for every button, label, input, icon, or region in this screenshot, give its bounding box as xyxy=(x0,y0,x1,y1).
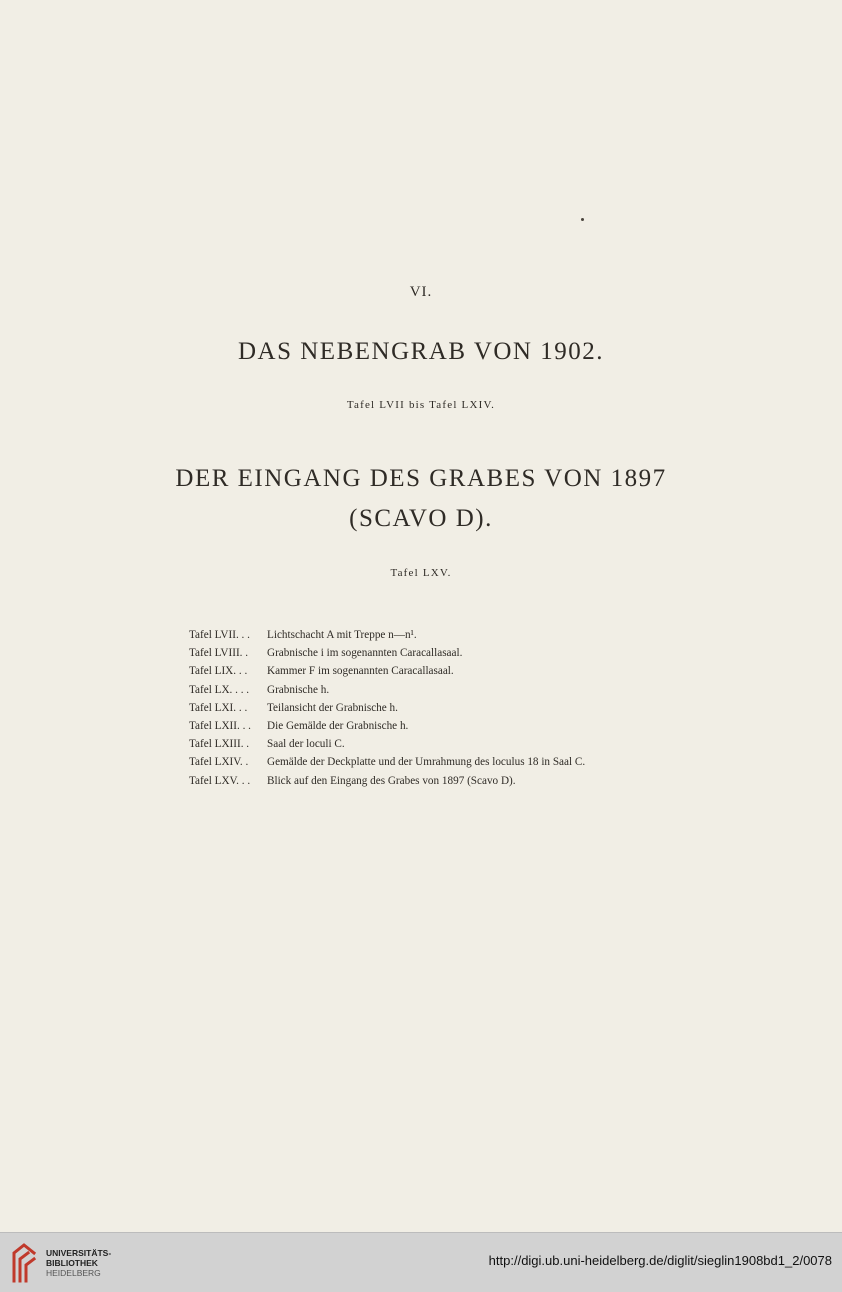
plate-label: Tafel LXV. . . xyxy=(189,774,251,787)
plate-label: Tafel LVIII. . xyxy=(189,647,249,660)
plate-row xyxy=(189,699,659,717)
library-name-line3: HEIDELBERG xyxy=(46,1268,101,1278)
paper-speck xyxy=(581,218,584,221)
plate-description: Grabnische h. xyxy=(267,683,330,696)
university-library-logo-icon[interactable] xyxy=(10,1241,38,1283)
plate-description: Saal der loculi C. xyxy=(267,738,345,751)
plates-range-2: Tafel LXV. xyxy=(390,567,452,579)
plate-label: Tafel LXII. . . xyxy=(189,719,251,732)
plate-row xyxy=(189,772,659,790)
chapter-title-2-line1: DER EINGANG DES GRABES VON 1897 xyxy=(175,465,667,492)
plate-label: Tafel LXI. . . xyxy=(189,701,248,714)
plate-row xyxy=(189,735,659,753)
plate-description: Die Gemälde der Grabnische h. xyxy=(267,719,409,732)
plates-range-1: Tafel LVII bis Tafel LXIV. xyxy=(346,399,496,411)
plate-description: Blick auf den Eingang des Grabes von 1897 (Scavo D). xyxy=(267,774,516,787)
plate-row xyxy=(189,662,659,680)
plate-label: Tafel LIX. . . xyxy=(189,665,248,678)
plate-row xyxy=(189,644,659,662)
chapter-title-2-line2: (SCAVO D). xyxy=(349,505,493,532)
section-number: VI. xyxy=(409,284,433,300)
chapter-title-1: DAS NEBENGRAB VON 1902. xyxy=(237,338,604,365)
library-name-line2: BIBLIOTHEK xyxy=(46,1258,98,1268)
plate-row xyxy=(189,717,659,735)
plate-label: Tafel LXIII. . xyxy=(189,738,250,751)
library-name-line1: UNIVERSITÄTS- xyxy=(46,1248,112,1258)
plate-description: Kammer F im sogenannten Caracallasaal. xyxy=(267,665,454,678)
plate-label: Tafel LX. . . . xyxy=(189,683,250,696)
plate-row xyxy=(189,753,659,771)
plate-description: Teilansicht der Grabnische h. xyxy=(267,701,398,714)
plate-row xyxy=(189,681,659,699)
plate-label: Tafel LXIV. . xyxy=(189,756,249,769)
plate-description: Lichtschacht A mit Treppe n—n¹. xyxy=(267,629,417,641)
plates-list xyxy=(189,626,659,790)
library-name[interactable] xyxy=(46,1248,111,1278)
permalink-url[interactable]: http://digi.ub.uni-heidelberg.de/diglit/sieglin1908bd1_2/0078 xyxy=(488,1253,832,1268)
plate-description: Grabnische i im sogenannten Caracallasaal. xyxy=(267,647,463,660)
plate-row xyxy=(189,626,659,644)
plate-description: Gemälde der Deckplatte und der Umrahmung des loculus 18 in Saal C. xyxy=(267,756,586,769)
plate-label: Tafel LVII. . . xyxy=(189,629,250,641)
viewer-footer xyxy=(0,1232,842,1292)
